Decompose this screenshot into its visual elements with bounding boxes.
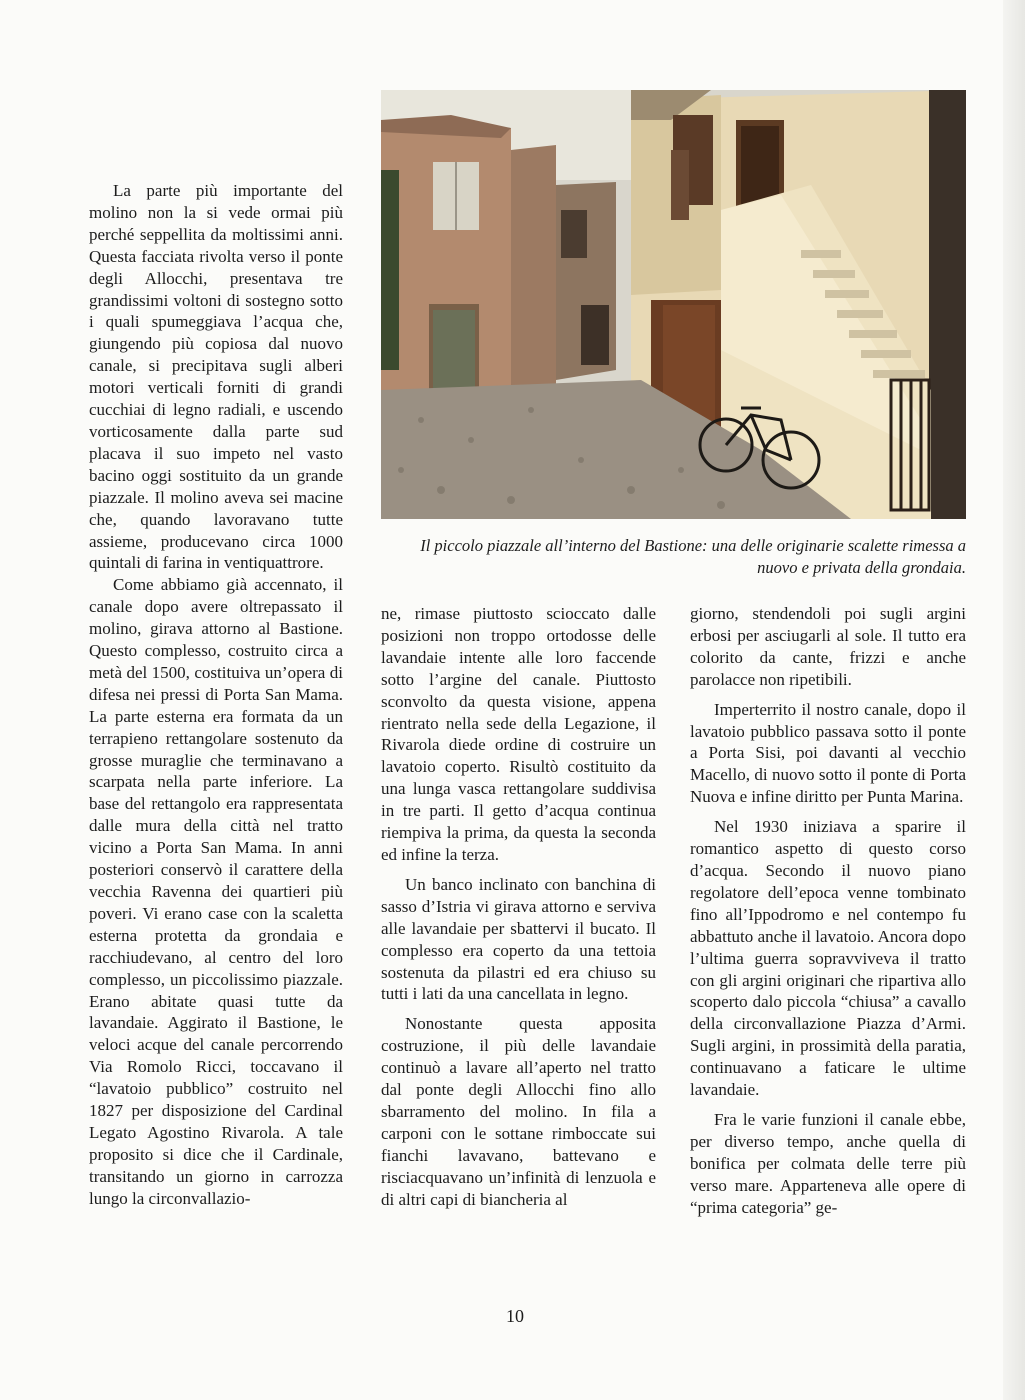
paragraph: ne, rimase piuttosto scioccato dalle posizioni non troppo ortodosse delle lavandaie intente alle loro faccende sotto l’argine del canale. Piuttosto sconvolto da questa visione, appena rientrato nella sede della Legazione, il Rivarola diede ordine di costruire un lavatoio coperto. Risultò costituito da una lunga vasca rettangolare suddivisa in tre parti. Il getto d’acqua continua riempiva la prima, da questa la seconda ed infine la terza. [381, 604, 656, 864]
paragraph: La parte più importante del molino non la si vede ormai più perché seppellita da moltissimi anni. Questa facciata rivolta verso il ponte degli Allocchi, presentava tre grandissimi voltoni di sostegno sotto i quali spumeggiava l’acqua che, giungendo più copiosa dal nuovo canale, si precipitava sugli alberi motori verticali forniti di grandi cucchiai di legno radiali, e uscendo vorticosamente dalla parte sud placava il suo impeto nel vasto bacino oggi sostituito da un grande piazzale. Il molino aveva sei macine che, quando lavoravano tutte assieme, producevano circa 1000 quintali di farina in ventiquattrore. [89, 181, 343, 573]
text-column-3 [690, 603, 966, 1218]
photo-caption: Il piccolo piazzale all’interno del Bastione: una delle originarie scalette rimessa a nuovo e privata della grondaia. [420, 536, 966, 577]
paragraph: Un banco inclinato con banchina di sasso d’Istria vi girava attorno e serviva alle lavandaie per sbattervi il bucato. Il complesso era coperto da una tettoia sostenuta da pilastri ed era chiuso su tutti i lati da una cancellata in legno. [381, 874, 656, 1004]
text-column-2 [381, 603, 656, 1210]
paragraph: Nel 1930 iniziava a sparire il romantico aspetto di questo corso d’acqua. Secondo il nuovo piano regolatore dell’epoca venne tombinato fino all’Ippodromo e nel contempo fu abbattuto anche il lavatoio. Ancora dopo l’ultima guerra sopravviveva il tratto con gli argini originari che ripartiva allo scoperto dalo piccola “chiusa” a cavallo della circonvallazione Piazza d’Armi. Sugli argini, in prossimità della paratia, continuavano a faticare le ultime lavandaie. [690, 817, 966, 1100]
paragraph: Nonostante questa apposita costruzione, il più delle lavandaie continuò a lavare all’aperto nel tratto dal ponte degli Allocchi fino allo sbarramento del molino. In fila a carponi con le sottane rimboccate sui fianchi lavavano, battevano e risciacquavano un’infinità di lenzuola e di altri capi di biancheria al [381, 1014, 656, 1209]
text-column-1 [89, 180, 343, 1210]
paragraph: giorno, stendendoli poi sugli argini erbosi per asciugarli al sole. Il tutto era colorito da cante, frizzi e anche parolacce non ripetibili. [690, 604, 966, 689]
paragraph: Imperterrito il nostro canale, dopo il lavatoio pubblico passava sotto il ponte a Porta Sisi, poi davanti al vecchio Macello, di nuovo sotto il ponte di Porta Nuova e infine diritto per Punta Marina. [690, 699, 966, 807]
page-number: 10 [506, 1306, 524, 1326]
paragraph: Come abbiamo già accennato, il canale dopo avere oltrepassato il molino, girava attorno al Bastione. Questo complesso, costruito circa a metà del 1500, costituiva un’opera di difesa nei pressi di Porta San Mama. La parte esterna era formata da un terrapieno rettangolare sostenuto da grosse muraglie che terminavano a scarpata nella parte inferiore. La base del rettangolo era rappresentata dalle mura della città nel tratto vicino a Porta San Mama. In anni posteriori conservò il carattere della vecchia Ravenna dei quartieri più poveri. Vi erano case con la scaletta esterna protetta da grondaia e racchiudevano, al centro del loro complesso, un piccolissimo piazzale. Erano abitate quasi tutte da lavandaie. Aggirato il Bastione, le veloci acque del canale percorrendo Via Romolo Ricci, toccavano il “lavatoio pubblico” costruito nel 1827 per disposizione del Cardinal Legato Agostino Rivarola. A tale proposito si dice che il Cardinale, transitando un giorno in carrozza lungo la circonvallazio- [89, 575, 343, 1208]
page-edge-shadow [1003, 0, 1025, 1400]
paragraph: Fra le varie funzioni il canale ebbe, per diverso tempo, anche quella di bonifica per colmata delle terre più verso mare. Apparteneva alle opere di “prima categoria” ge- [690, 1109, 966, 1217]
courtyard-photo [381, 90, 966, 519]
